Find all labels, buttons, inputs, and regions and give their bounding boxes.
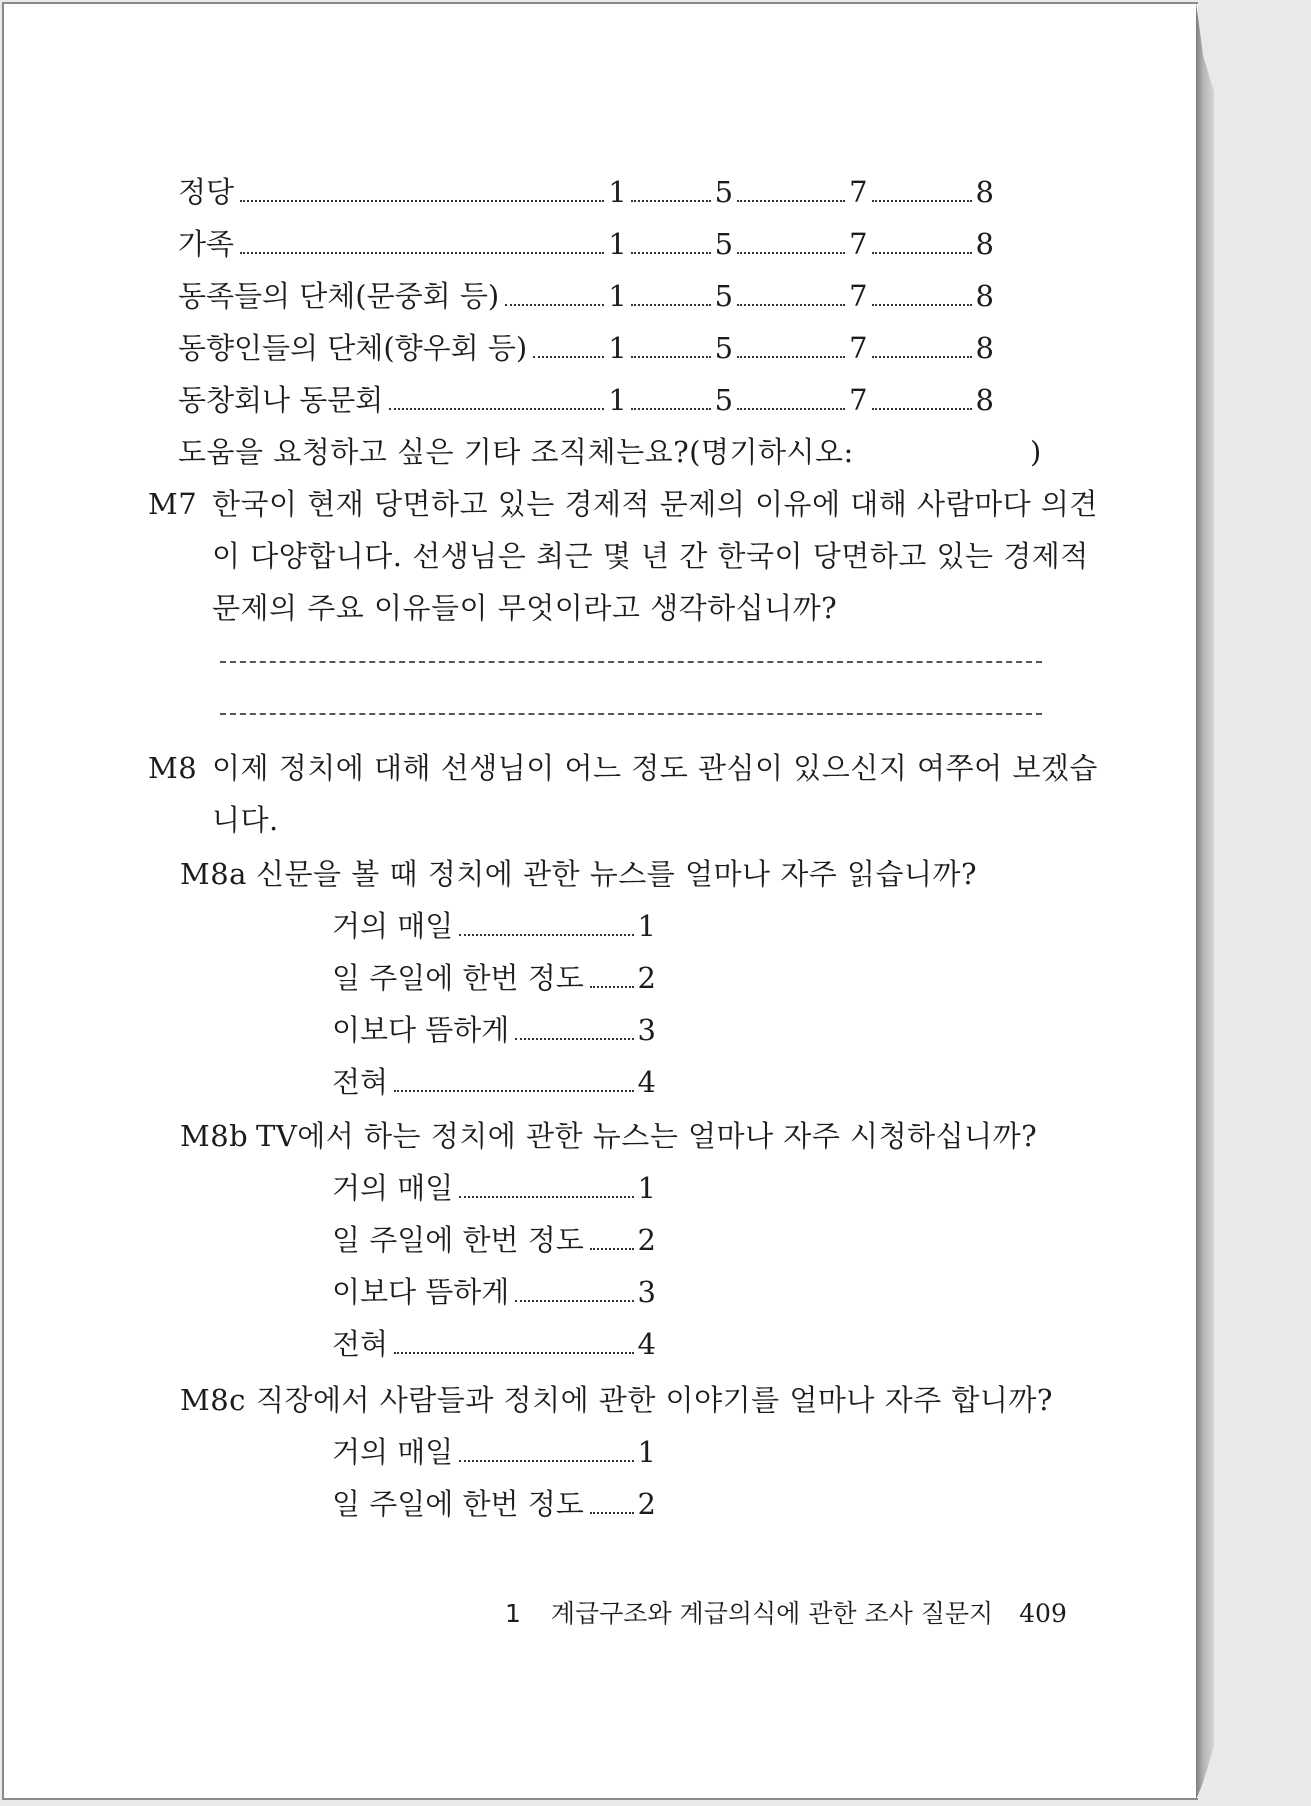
option-code: 2 bbox=[637, 961, 656, 995]
org-row bbox=[178, 174, 996, 210]
question-number: M8c bbox=[180, 1383, 246, 1417]
org-code: 8 bbox=[975, 331, 994, 365]
question-text: 신문을 볼 때 정치에 관한 뉴스를 얼마나 자주 읽습니까? bbox=[256, 857, 978, 891]
org-label: 동족들의 단체(문중회 등) bbox=[178, 279, 500, 313]
page-number: 409 bbox=[1019, 1599, 1067, 1628]
footer-title: 계급구조와 계급의식에 관한 조사 질문지 bbox=[550, 1599, 994, 1628]
option-label: 거의 매일 bbox=[332, 1435, 454, 1469]
option-label: 일 주일에 한번 정도 bbox=[332, 1487, 584, 1521]
question-number: M8b bbox=[180, 1119, 249, 1153]
option-code: 3 bbox=[637, 1013, 656, 1047]
option-row bbox=[332, 960, 658, 996]
question-text: 이 다양합니다. 선생님은 최근 몇 년 간 한국이 당면하고 있는 경제적 bbox=[212, 539, 1089, 573]
question-number: M8a bbox=[180, 857, 247, 891]
option-row bbox=[332, 1064, 658, 1100]
option-code: 1 bbox=[637, 1171, 656, 1205]
option-row bbox=[332, 1326, 658, 1362]
org-code: 7 bbox=[849, 279, 868, 313]
question-text: 니다. bbox=[212, 803, 279, 837]
option-label: 일 주일에 한번 정도 bbox=[332, 961, 584, 995]
option-label: 일 주일에 한번 정도 bbox=[332, 1223, 584, 1257]
option-code: 1 bbox=[637, 909, 656, 943]
org-code: 7 bbox=[849, 227, 868, 261]
option-row bbox=[332, 1170, 658, 1206]
org-code: 5 bbox=[714, 331, 734, 365]
answer-line bbox=[220, 661, 1042, 663]
org-code: 5 bbox=[714, 227, 734, 261]
org-code: 7 bbox=[849, 175, 868, 209]
question-text: TV에서 하는 정치에 관한 뉴스는 얼마나 자주 시청하십니까? bbox=[256, 1119, 1038, 1153]
org-row bbox=[178, 278, 996, 314]
org-code: 1 bbox=[608, 227, 627, 261]
org-row bbox=[178, 330, 996, 366]
org-code: 8 bbox=[975, 227, 994, 261]
org-row bbox=[178, 382, 996, 418]
option-label: 거의 매일 bbox=[332, 1171, 454, 1205]
org-code: 1 bbox=[608, 175, 627, 209]
org-code: 8 bbox=[975, 175, 994, 209]
org-code: 1 bbox=[608, 279, 627, 313]
question-text: 한국이 현재 당면하고 있는 경제적 문제의 이유에 대해 사람마다 의견 bbox=[212, 487, 1098, 521]
question-number: M8 bbox=[148, 751, 198, 785]
other-org-prompt: 도움을 요청하고 싶은 기타 조직체는요?(명기하시오: bbox=[178, 435, 854, 469]
org-code: 7 bbox=[849, 383, 868, 417]
option-code: 1 bbox=[637, 1435, 656, 1469]
page-stack-edge bbox=[1196, 2, 1214, 1800]
option-label: 이보다 뜸하게 bbox=[332, 1013, 510, 1047]
org-label: 동향인들의 단체(향우회 등) bbox=[178, 331, 528, 365]
running-footer bbox=[505, 1597, 1067, 1631]
option-code: 3 bbox=[637, 1275, 656, 1309]
org-code: 1 bbox=[608, 383, 627, 417]
question-text: 문제의 주요 이유들이 무엇이라고 생각하십니까? bbox=[212, 591, 838, 625]
org-row bbox=[178, 226, 996, 262]
option-row bbox=[332, 1274, 658, 1310]
org-code: 8 bbox=[975, 279, 994, 313]
org-code: 5 bbox=[714, 279, 734, 313]
option-row bbox=[332, 1434, 658, 1470]
option-code: 4 bbox=[637, 1065, 656, 1099]
option-label: 전혀 bbox=[332, 1327, 389, 1361]
answer-line bbox=[220, 713, 1042, 715]
option-row bbox=[332, 908, 658, 944]
question-number: M7 bbox=[148, 487, 198, 521]
org-code: 7 bbox=[849, 331, 868, 365]
footer-section: 1 bbox=[505, 1599, 521, 1628]
option-label: 거의 매일 bbox=[332, 909, 454, 943]
org-label: 동창회나 동문회 bbox=[178, 383, 384, 417]
option-code: 4 bbox=[637, 1327, 656, 1361]
option-label: 이보다 뜸하게 bbox=[332, 1275, 510, 1309]
option-row bbox=[332, 1012, 658, 1048]
other-org-close: ) bbox=[1030, 435, 1042, 469]
org-code: 5 bbox=[714, 383, 734, 417]
question-text: 이제 정치에 대해 선생님이 어느 정도 관심이 있으신지 여쭈어 보겠습 bbox=[212, 751, 1098, 785]
option-label: 전혀 bbox=[332, 1065, 389, 1099]
option-row bbox=[332, 1222, 658, 1258]
org-code: 8 bbox=[975, 383, 994, 417]
org-label: 정당 bbox=[178, 175, 235, 209]
org-label: 가족 bbox=[178, 227, 235, 261]
org-code: 5 bbox=[714, 175, 734, 209]
option-code: 2 bbox=[637, 1487, 656, 1521]
option-code: 2 bbox=[637, 1223, 656, 1257]
question-text: 직장에서 사람들과 정치에 관한 이야기를 얼마나 자주 합니까? bbox=[256, 1383, 1053, 1417]
option-row bbox=[332, 1486, 658, 1522]
org-code: 1 bbox=[608, 331, 627, 365]
